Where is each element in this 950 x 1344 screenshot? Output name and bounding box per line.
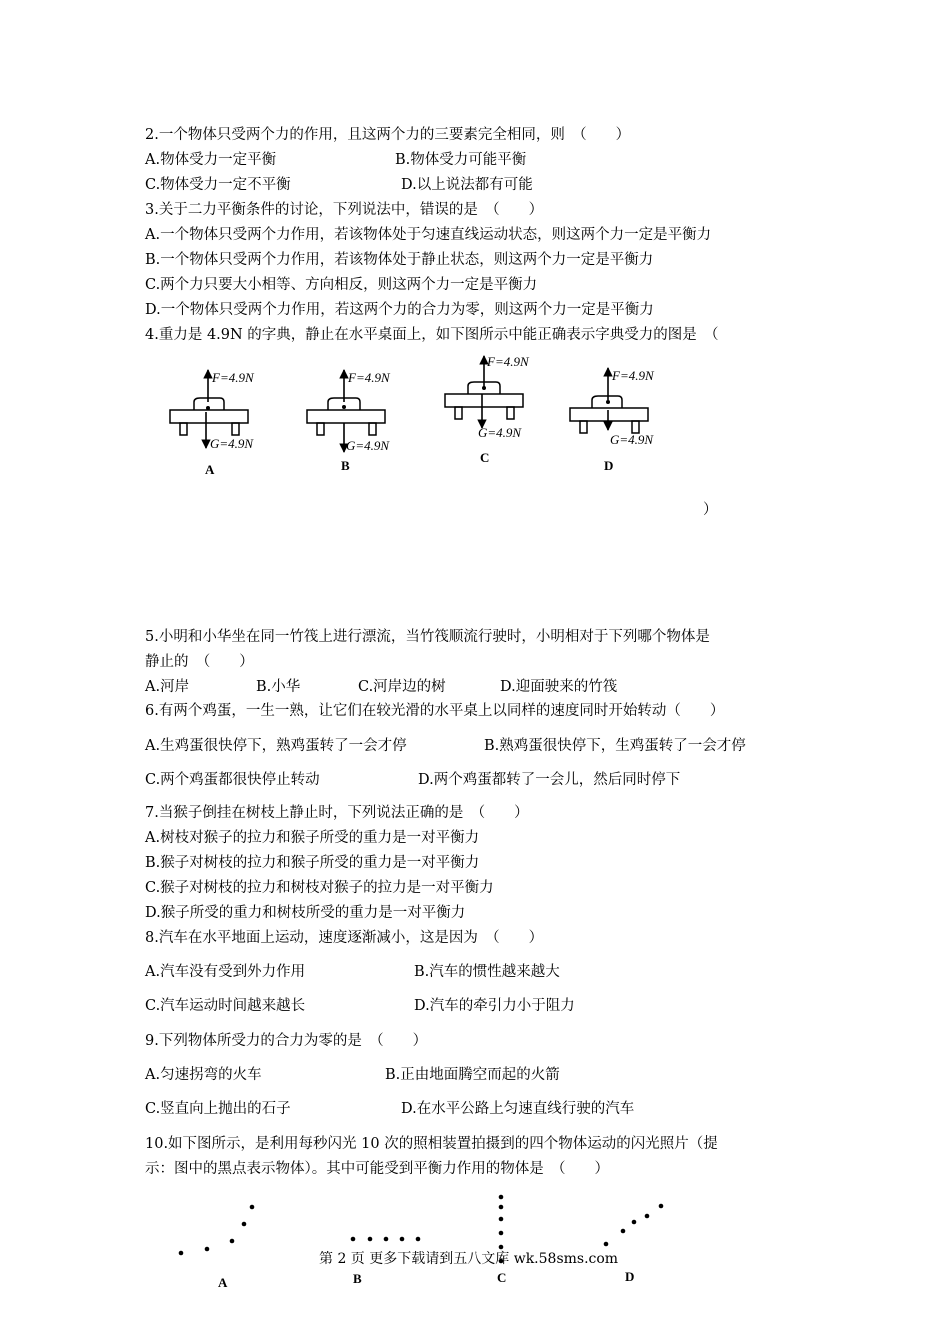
q5-stem-line2: 静止的 （ ） xyxy=(145,654,254,670)
q10-figure-d xyxy=(604,1204,664,1247)
q10-figure xyxy=(160,1185,700,1295)
q6-option-a: A.生鸡蛋很快停下，熟鸡蛋转了一会才停 xyxy=(145,738,407,754)
page-footer: 第 2 页 更多下载请到五八文库 wk.58sms.com xyxy=(319,1251,619,1267)
q4-figure-a xyxy=(170,370,255,451)
q7-option-a: A.树枝对猴子的拉力和猴子所受的重力是一对平衡力 xyxy=(145,830,480,846)
q10-label-d: D xyxy=(625,1269,635,1284)
q4-stem: 4.重力是 4.9N 的字典，静止在水平桌面上，如下图所示中能正确表示字典受力的图是 （ xyxy=(145,327,719,343)
q5-option-c: C.河岸边的树 xyxy=(358,679,446,695)
q2-stem: 2.一个物体只受两个力的作用，且这两个力的三要素完全相同，则 （ ） xyxy=(145,127,631,143)
q7-option-b: B.猴子对树枝的拉力和猴子所受的重力是一对平衡力 xyxy=(145,855,480,871)
q4-figure-b xyxy=(307,370,391,453)
q4-a-force-f: F=4.9N xyxy=(212,370,254,385)
q7-option-d: D.猴子所受的重力和树枝所受的重力是一对平衡力 xyxy=(145,905,466,921)
q9-stem: 9.下列物体所受力的合力为零的是 （ ） xyxy=(145,1033,428,1049)
q2-option-d: D.以上说法都有可能 xyxy=(401,177,533,193)
q6-option-c: C.两个鸡蛋都很快停止转动 xyxy=(145,772,320,788)
q10-stem-line1: 10.如下图所示，是利用每秒闪光 10 次的照相装置拍摄到的四个物体运动的闪光照片（提 xyxy=(145,1136,718,1152)
q9-option-a: A.匀速拐弯的火车 xyxy=(145,1067,262,1083)
q10-figure-b xyxy=(351,1237,421,1242)
q7-option-c: C.猴子对树枝的拉力和树枝对猴子的拉力是一对平衡力 xyxy=(145,880,494,896)
q6-stem: 6.有两个鸡蛋，一生一熟，让它们在较光滑的水平桌上以同样的速度同时开始转动（ ） xyxy=(145,703,725,719)
q4-b-force-g: G=4.9N xyxy=(346,438,390,453)
q4-label-d: D xyxy=(604,458,614,473)
q8-option-a: A.汽车没有受到外力作用 xyxy=(145,964,306,980)
q4-label-a: A xyxy=(205,462,215,477)
q6-option-d: D.两个鸡蛋都转了一会儿，然后同时停下 xyxy=(418,772,681,788)
q8-option-d: D.汽车的牵引力小于阻力 xyxy=(414,998,575,1014)
q10-label-b: B xyxy=(353,1271,362,1286)
q10-label-a: A xyxy=(218,1275,228,1290)
q8-option-c: C.汽车运动时间越来越长 xyxy=(145,998,306,1014)
q2-option-a: A.物体受力一定平衡 xyxy=(145,152,277,168)
q6-option-b: B.熟鸡蛋很快停下，生鸡蛋转了一会才停 xyxy=(484,738,746,754)
q5-stem-line1: 5.小明和小华坐在同一竹筏上进行漂流，当竹筏顺流行驶时，小明相对于下列哪个物体是 xyxy=(145,629,710,645)
q7-stem: 7.当猴子倒挂在树枝上静止时，下列说法正确的是 （ ） xyxy=(145,805,529,821)
q4-b-force-f: F=4.9N xyxy=(348,370,390,385)
q5-option-a: A.河岸 xyxy=(145,679,190,695)
q10-stem-line2: 示：图中的黑点表示物体）。其中可能受到平衡力作用的物体是 （ ） xyxy=(145,1161,609,1177)
q8-option-b: B.汽车的惯性越来越大 xyxy=(414,964,560,980)
q4-label-b: B xyxy=(341,458,350,473)
q9-option-c: C.竖直向上抛出的石子 xyxy=(145,1101,291,1117)
q4-close-paren: ） xyxy=(703,502,718,518)
q10-label-c: C xyxy=(497,1270,507,1285)
q3-option-a: A.一个物体只受两个力作用，若该物体处于匀速直线运动状态，则这两个力一定是平衡力 xyxy=(145,227,712,243)
q9-option-b: B.正由地面腾空而起的火箭 xyxy=(385,1067,560,1083)
q3-option-b: B.一个物体只受两个力作用，若该物体处于静止状态，则这两个力一定是平衡力 xyxy=(145,252,654,268)
q4-label-c: C xyxy=(480,450,490,465)
q3-stem: 3.关于二力平衡条件的讨论，下列说法中，错误的是 （ ） xyxy=(145,202,544,218)
q4-figure-d xyxy=(570,368,655,447)
q10-figure-a xyxy=(179,1205,255,1256)
q8-stem: 8.汽车在水平地面上运动，速度逐渐减小，这是因为 （ ） xyxy=(145,930,544,946)
q2-option-b: B.物体受力可能平衡 xyxy=(395,152,527,168)
q4-a-force-g: G=4.9N xyxy=(210,436,254,451)
q4-figure-c xyxy=(445,354,530,440)
q3-option-c: C.两个力只要大小相等、方向相反，则这两个力一定是平衡力 xyxy=(145,277,538,293)
q4-d-force-f: F=4.9N xyxy=(612,368,654,383)
q5-option-b: B.小华 xyxy=(256,679,301,695)
q4-figure xyxy=(160,352,680,482)
q2-option-c: C.物体受力一定不平衡 xyxy=(145,177,291,193)
q9-option-d: D.在水平公路上匀速直线行驶的汽车 xyxy=(401,1101,635,1117)
q4-c-force-f: F=4.9N xyxy=(487,354,529,369)
q3-option-d: D.一个物体只受两个力作用，若这两个力的合力为零，则这两个力一定是平衡力 xyxy=(145,302,654,318)
q4-c-force-g: G=4.9N xyxy=(478,425,522,440)
q4-d-force-g: G=4.9N xyxy=(610,432,654,447)
q5-option-d: D.迎面驶来的竹筏 xyxy=(500,679,618,695)
